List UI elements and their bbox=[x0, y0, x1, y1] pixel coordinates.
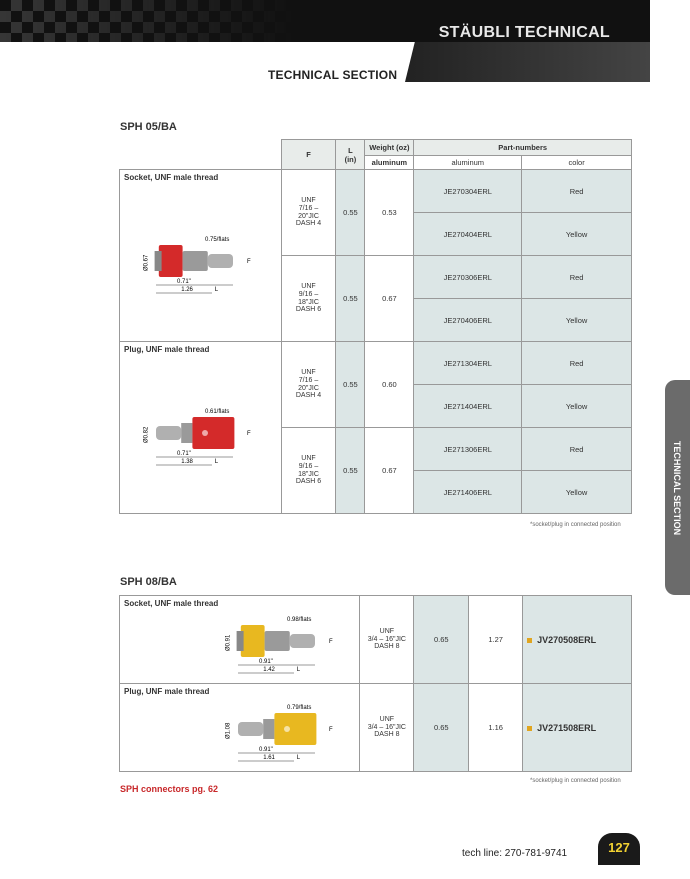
page-number: 127 bbox=[598, 833, 640, 865]
sph05-socket-dim-l: L bbox=[214, 287, 219, 293]
l-cell-08: 0.65 bbox=[414, 684, 469, 772]
sph08-plug-drawing bbox=[210, 692, 350, 774]
table1-label: SPH 05/BA bbox=[120, 121, 177, 133]
sph08-socket-dim-a: 0.91" bbox=[259, 659, 273, 665]
sph05-plug-dim-a: 0.71" bbox=[177, 451, 191, 457]
color-cell: Red bbox=[522, 342, 632, 385]
sph05-socket-drawing bbox=[128, 210, 268, 320]
yellow-square-icon bbox=[527, 726, 532, 731]
weight-cell: 0.60 bbox=[365, 342, 414, 428]
weight-cell-08: 1.16 bbox=[469, 684, 523, 772]
l-cell: 0.55 bbox=[336, 170, 365, 256]
sph08-socket-dim-l: L bbox=[296, 667, 301, 673]
sph08-plug-dim-a: 0.91" bbox=[259, 747, 273, 753]
sph08-plug-dim-f: F bbox=[329, 727, 333, 733]
sph08-socket-dim-b: 1.42 bbox=[263, 667, 275, 673]
part-number-cell: JE270404ERL bbox=[414, 213, 522, 256]
side-tab[interactable] bbox=[665, 380, 690, 595]
color-cell: Yellow bbox=[522, 299, 632, 342]
tech-line: tech line: 270-781-9741 bbox=[462, 848, 568, 859]
th-weight: Weight (oz) bbox=[365, 140, 414, 156]
product-cell-plug bbox=[120, 342, 282, 514]
thread-cell: UNF 9/16 – 18"JIC DASH 6 bbox=[281, 428, 336, 514]
sph08-plug-dim-l: L bbox=[296, 755, 301, 761]
part-number-cell: JE270406ERL bbox=[414, 299, 522, 342]
header-title: STÄUBLI TECHNICAL bbox=[438, 24, 610, 41]
l-cell: 0.55 bbox=[336, 256, 365, 342]
weight-cell: 0.67 bbox=[365, 428, 414, 514]
thread-cell: UNF 7/16 – 20"JIC DASH 4 bbox=[281, 342, 336, 428]
part-number-cell: JE270304ERL bbox=[414, 170, 522, 213]
side-tab-label: TECHNICAL SECTION bbox=[672, 440, 682, 536]
sph05-plug-dim-b: 1.38 bbox=[181, 459, 193, 465]
header-band bbox=[0, 0, 650, 42]
spec-table-sph08 bbox=[119, 595, 632, 772]
sph05-plug-dim-flats: 0.61/flats bbox=[205, 409, 230, 415]
weight-cell: 0.67 bbox=[365, 256, 414, 342]
color-cell: Red bbox=[522, 428, 632, 471]
table2-label: SPH 08/BA bbox=[120, 576, 177, 588]
sph08-plug-dim-b: 1.61 bbox=[263, 755, 275, 761]
sph05-socket-dim-d: Ø0.67 bbox=[143, 254, 150, 271]
sph08-socket-drawing bbox=[210, 604, 350, 686]
l-cell: 0.55 bbox=[336, 428, 365, 514]
color-cell: Yellow bbox=[522, 471, 632, 514]
product-name-08-socket: Socket, UNF male thread bbox=[124, 599, 219, 608]
part-number-cell: JE271306ERL bbox=[414, 428, 522, 471]
spec-table-sph05 bbox=[119, 139, 632, 514]
product-cell-08-socket bbox=[120, 596, 360, 684]
th-pn-color: color bbox=[522, 156, 632, 170]
section-title: TECHNICAL SECTION bbox=[268, 68, 398, 82]
table1-note: *socket/plug in connected position bbox=[530, 522, 621, 528]
part-number-cell: JE270306ERL bbox=[414, 256, 522, 299]
part-number-cell: JE271404ERL bbox=[414, 385, 522, 428]
th-pn-aluminum: aluminum bbox=[414, 156, 522, 170]
weight-cell-08: 1.27 bbox=[469, 596, 523, 684]
thread-cell: UNF 9/16 – 18"JIC DASH 6 bbox=[281, 256, 336, 342]
sph05-plug-dim-l: L bbox=[214, 459, 219, 465]
yellow-square-icon bbox=[527, 638, 532, 643]
thread-cell-08: UNF 3/4 – 16"JIC DASH 8 bbox=[360, 684, 414, 772]
product-cell-socket bbox=[120, 170, 282, 342]
table2-note: *socket/plug in connected position bbox=[530, 778, 621, 784]
sph05-plug-dim-f: F bbox=[247, 431, 251, 437]
color-cell: Red bbox=[522, 256, 632, 299]
sph05-socket-dim-f: F bbox=[247, 259, 251, 265]
th-weight-sub: aluminum bbox=[365, 156, 414, 170]
sph05-socket-dim-a: 0.71" bbox=[177, 279, 191, 285]
part-number-cell-08: JV270508ERL bbox=[523, 596, 632, 684]
sph05-socket-dim-flats: 0.75/flats bbox=[205, 237, 230, 243]
product-name-plug: Plug, UNF male thread bbox=[124, 345, 210, 354]
sph08-plug-dim-flats: 0.79/flats bbox=[287, 705, 312, 711]
th-part-numbers: Part-numbers bbox=[414, 140, 632, 156]
product-name-socket: Socket, UNF male thread bbox=[124, 173, 219, 182]
color-cell: Yellow bbox=[522, 385, 632, 428]
sph05-plug-dim-d: Ø0.82 bbox=[143, 426, 150, 443]
product-cell-08-plug bbox=[120, 684, 360, 772]
color-cell: Yellow bbox=[522, 213, 632, 256]
sph05-plug-drawing bbox=[128, 382, 268, 492]
sph08-socket-dim-d: Ø0.91 bbox=[225, 634, 232, 651]
part-number-cell: JE271304ERL bbox=[414, 342, 522, 385]
th-f: F bbox=[281, 140, 336, 170]
product-name-08-plug: Plug, UNF male thread bbox=[124, 687, 210, 696]
weight-cell: 0.53 bbox=[365, 170, 414, 256]
sph08-plug-dim-d: Ø1.08 bbox=[225, 722, 232, 739]
part-number-cell-08: JV271508ERL bbox=[523, 684, 632, 772]
l-cell: 0.55 bbox=[336, 342, 365, 428]
color-cell: Red bbox=[522, 170, 632, 213]
l-cell-08: 0.65 bbox=[414, 596, 469, 684]
sph08-socket-dim-f: F bbox=[329, 639, 333, 645]
thread-cell-08: UNF 3/4 – 16"JIC DASH 8 bbox=[360, 596, 414, 684]
sph05-socket-dim-b: 1.26 bbox=[181, 287, 193, 293]
thread-cell: UNF 7/16 – 20"JIC DASH 4 bbox=[281, 170, 336, 256]
checkered-flag-pattern bbox=[0, 0, 300, 42]
sph08-socket-dim-flats: 0.98/flats bbox=[287, 617, 312, 623]
th-l: L (in) bbox=[336, 140, 365, 170]
part-number-cell: JE271406ERL bbox=[414, 471, 522, 514]
sph-connectors-link[interactable]: SPH connectors pg. 62 bbox=[120, 784, 219, 794]
